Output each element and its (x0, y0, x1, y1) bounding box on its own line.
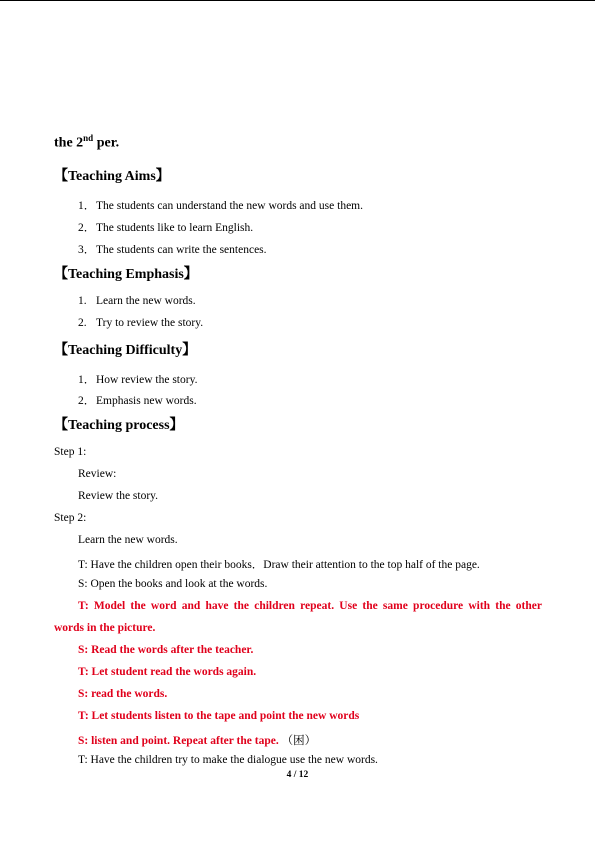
page-number: 4 / 12 (286, 770, 309, 780)
heading-teaching-difficulty: 【Teaching Difficulty】 (54, 343, 197, 358)
list-item: 3．The students can write the sentences. (78, 244, 267, 256)
process-line: T: Have the children try to make the dialogue use the new words. (78, 754, 378, 766)
process-line-highlight: T: Model the word and have the children repeat. Use the same procedure with the other (78, 600, 542, 612)
process-line: S: listen and point. Repeat after the tape. （困） (78, 735, 317, 747)
review-text: Review the story. (78, 490, 159, 502)
process-line: S: Open the books and look at the words. (78, 578, 268, 590)
list-item: 1．The students can understand the new words and use them. (78, 200, 363, 212)
process-line: T: Have the children open their books．Draw their attention to the top half of the page. (78, 559, 480, 571)
heading-teaching-aims: 【Teaching Aims】 (54, 169, 170, 184)
process-line-highlight: S: Read the words after the teacher. (78, 644, 254, 656)
process-line-highlight: T: Let student read the words again. (78, 666, 257, 678)
process-line: Learn the new words. (78, 534, 178, 546)
list-item: 1. Learn the new words. (78, 295, 196, 307)
list-item: 2. Try to review the story. (78, 317, 204, 329)
heading-teaching-process: 【Teaching process】 (54, 418, 184, 433)
review-label: Review: (78, 468, 117, 480)
top-rule (0, 0, 595, 1)
period-title: the 2nd per. (54, 133, 120, 151)
process-line-highlight: S: read the words. (78, 688, 168, 700)
difficulty-note: （困） (281, 735, 317, 747)
list-item: 1．How review the story. (78, 374, 198, 386)
process-line-highlight: T: Let students listen to the tape and point the new words (78, 710, 360, 722)
heading-teaching-emphasis: 【Teaching Emphasis】 (54, 267, 198, 282)
list-item: 2．The students like to learn English. (78, 222, 254, 234)
step-2-label: Step 2: (54, 512, 87, 524)
process-line-highlight: words in the picture. (54, 622, 156, 634)
step-1-label: Step 1: (54, 446, 87, 458)
list-item: 2．Emphasis new words. (78, 395, 197, 407)
